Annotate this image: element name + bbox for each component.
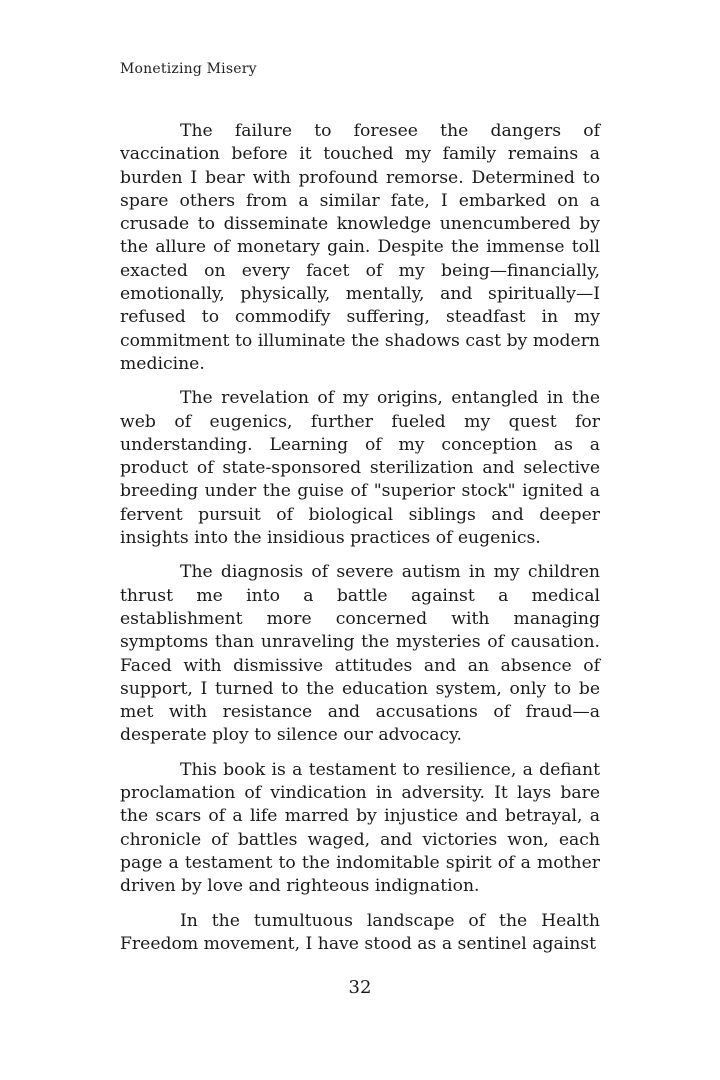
- running-header-title: Monetizing Misery: [120, 61, 257, 77]
- paragraph-1: The failure to foresee the dangers of vaccination before it touched my family remains a burden I bear with profound remorse. Determined to spare others from a similar fate, I embarked on a crusade to disseminate knowledge unencumbered by the allure of monetary gain. Despite the immense toll exacted on every facet of my being—financially, emotionally, physically, mentally, and spiritually—I refused to commodify suffering, steadfast in my commitment to illuminate the shadows cast by modern medicine.: [120, 121, 600, 374]
- body-text: [120, 120, 600, 967]
- paragraph-2: The revelation of my origins, entangled in the web of eugenics, further fueled my quest for understanding. Learning of my conception as a product of state-sponsored sterilization and selective breeding under the guise of "superior stock" ignited a fervent pursuit of biological siblings and deeper insights into the insidious practices of eugenics.: [120, 388, 600, 549]
- paragraph-3: The diagnosis of severe autism in my children thrust me into a battle against a medical establishment more concerned with managing symptoms than unraveling the mysteries of causation. Faced with dismissive attitudes and an absence of support, I turned to the education system, only to be met with resistance and accusations of fraud—a desperate ploy to silence our advocacy.: [120, 562, 600, 746]
- paragraph-5: In the tumultuous landscape of the Health Freedom movement, I have stood as a sentinel against: [120, 910, 600, 954]
- page-number: 32: [348, 977, 372, 998]
- paragraph-4: This book is a testament to resilience, a defiant proclamation of vindication in adversity. It lays bare the scars of a life marred by injustice and betrayal, a chronicle of battles waged, and victories won, each page a testament to the indomitable spirit of a mother driven by love and righteous indignation.: [120, 759, 600, 897]
